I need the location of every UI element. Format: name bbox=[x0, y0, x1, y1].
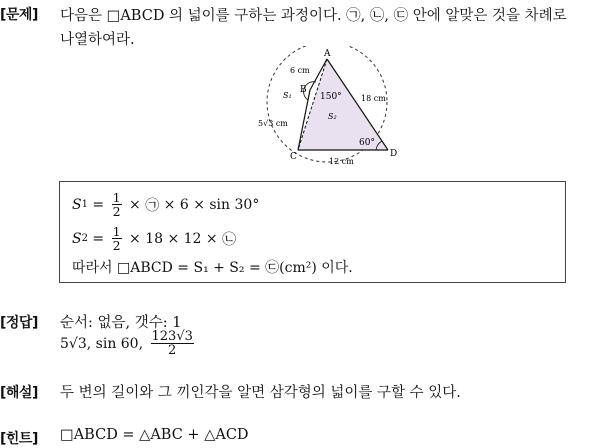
s2-subscript: 2 bbox=[81, 233, 88, 244]
s2-frac-num: 1 bbox=[112, 224, 121, 239]
s2-symbol: S bbox=[72, 230, 82, 247]
equation-s1 bbox=[72, 191, 259, 218]
s1-fraction bbox=[112, 191, 122, 218]
s1-frac-den: 2 bbox=[112, 204, 121, 219]
region-s2-fill bbox=[298, 59, 388, 150]
hint-tag: [힌트] bbox=[0, 431, 38, 447]
answer-line2 bbox=[60, 330, 197, 357]
answer-line1: 순서: 없음, 갯수: 1 bbox=[60, 315, 182, 331]
region-s2-label: S₂ bbox=[328, 112, 337, 121]
length-cd: 12 cm bbox=[329, 157, 354, 166]
s1-tail: × 6 × sin 30° bbox=[159, 196, 260, 213]
explanation-tag: [해설] bbox=[0, 385, 38, 401]
total-suffix: (cm²) 이다. bbox=[279, 260, 353, 276]
s1-subscript: 1 bbox=[81, 199, 88, 210]
answer-c-fraction bbox=[151, 330, 194, 357]
answer-c-den: 2 bbox=[168, 343, 177, 358]
total-prefix: 따라서 □ABCD = S₁ + S₂ = bbox=[72, 260, 266, 276]
angle-d-label: 60° bbox=[359, 138, 375, 148]
s2-fraction bbox=[112, 225, 122, 252]
s1-equals: = bbox=[87, 196, 109, 213]
length-ab: 6 cm bbox=[290, 66, 310, 75]
s1-times: × bbox=[124, 196, 146, 213]
blank-a: ㉠ bbox=[145, 197, 160, 214]
s1-symbol: S bbox=[72, 196, 82, 213]
length-ad: 18 cm bbox=[361, 94, 386, 103]
region-s1-label: S₁ bbox=[283, 91, 292, 100]
angle-b-label: 150° bbox=[320, 92, 342, 102]
equation-total bbox=[72, 257, 353, 277]
answer-a: 5√3 bbox=[60, 335, 87, 352]
vertex-c: C bbox=[290, 152, 297, 162]
hint-text: □ABCD = △ABC + △ACD bbox=[60, 427, 249, 443]
length-bc: 5√3 cm bbox=[258, 119, 288, 128]
vertex-d: D bbox=[390, 149, 398, 159]
s1-frac-num: 1 bbox=[112, 190, 121, 205]
explanation-text: 두 변의 길이와 그 끼인각을 알면 삼각형의 넓이를 구할 수 있다. bbox=[60, 385, 461, 401]
blank-b: ㉡ bbox=[222, 231, 237, 248]
s2-tail: × 18 × 12 × bbox=[124, 230, 223, 247]
quadrilateral-figure bbox=[252, 46, 402, 171]
answer-tag: [정답] bbox=[0, 315, 38, 331]
problem-text-line2: 나열하여라. bbox=[60, 32, 135, 48]
s2-equals: = bbox=[87, 230, 109, 247]
answer-c-num: 123√3 bbox=[151, 329, 193, 344]
equation-s2 bbox=[72, 225, 236, 252]
vertex-a: A bbox=[324, 49, 331, 59]
s2-frac-den: 2 bbox=[112, 238, 121, 253]
problem-tag: [문제] bbox=[0, 7, 38, 23]
answer-b: , sin 60, bbox=[86, 335, 148, 352]
solution-box bbox=[59, 181, 566, 283]
vertex-b: B bbox=[300, 85, 307, 95]
problem-text-line1: 다음은 □ABCD 의 넓이를 구하는 과정이다. ㉠, ㉡, ㉢ 안에 알맞은 것을 차례로 bbox=[60, 8, 567, 24]
blank-c: ㉢ bbox=[265, 260, 280, 276]
